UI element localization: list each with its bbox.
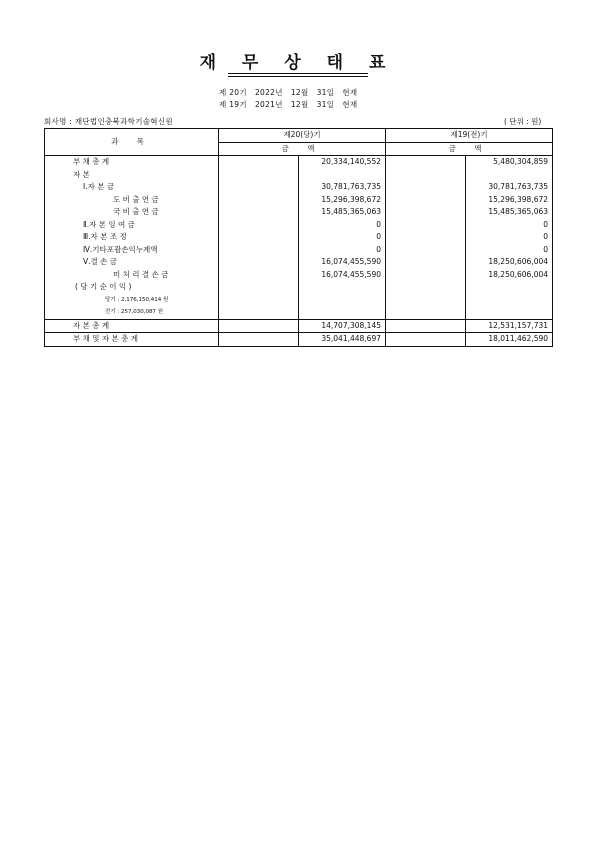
row-current-value bbox=[299, 281, 386, 294]
table-row bbox=[45, 219, 553, 232]
table-row bbox=[45, 294, 553, 307]
row-prior-value bbox=[466, 169, 553, 182]
unit-label: ( 단위 : 원) bbox=[504, 117, 542, 126]
row-label: Ⅳ.기타포괄손익누계액 bbox=[83, 244, 158, 254]
row-current-value bbox=[299, 306, 386, 319]
row-current-value: 15,296,398,672 bbox=[299, 194, 386, 207]
row-label: 미 처 리 결 손 금 bbox=[113, 269, 169, 279]
header-account: 과 목 bbox=[45, 129, 219, 156]
row-prior-value bbox=[466, 294, 553, 307]
row-prior-value: 0 bbox=[466, 244, 553, 257]
table-row bbox=[45, 256, 553, 269]
row-label: 자 본 bbox=[73, 169, 90, 179]
row-label: Ⅴ.결 손 금 bbox=[83, 257, 118, 266]
table-row bbox=[45, 194, 553, 207]
row-current-value: 0 bbox=[299, 244, 386, 257]
row-current-value bbox=[299, 294, 386, 307]
title-underline-bottom bbox=[228, 76, 368, 77]
period-current: 제 20기 2022년 12월 31일 현재 bbox=[219, 88, 358, 97]
row-label: 부 채 총 계 bbox=[73, 157, 110, 166]
row-label: Ⅰ.자 본 금 bbox=[83, 182, 115, 191]
company-name: 회사명 : 재단법인충북과학기술혁신원 bbox=[44, 117, 173, 126]
row-current-value: 16,074,455,590 bbox=[299, 269, 386, 282]
statement-title: 재 무 상 태 표 bbox=[199, 53, 396, 73]
row-label: ( 당 기 순 이 익 ) bbox=[75, 282, 132, 291]
header-prior-amount: 금 액 bbox=[386, 142, 553, 156]
row-prior-value: 12,531,157,731 bbox=[466, 319, 553, 333]
table-row bbox=[45, 306, 553, 319]
balance-sheet-table bbox=[44, 128, 553, 347]
row-prior-value: 18,250,606,004 bbox=[466, 269, 553, 282]
row-prior-value: 30,781,763,735 bbox=[466, 181, 553, 194]
row-label: Ⅲ.자 본 조 정 bbox=[83, 232, 127, 241]
table-row bbox=[45, 206, 553, 219]
row-prior-value bbox=[466, 281, 553, 294]
row-current-value: 15,485,365,063 bbox=[299, 206, 386, 219]
row-prior-value: 18,011,462,590 bbox=[466, 333, 553, 347]
table-row bbox=[45, 244, 553, 257]
title-underline-top bbox=[228, 73, 368, 74]
row-prior-value: 5,480,304,859 bbox=[466, 156, 553, 169]
row-prior-value bbox=[466, 306, 553, 319]
header-prior-period: 제19(전)기 bbox=[386, 129, 553, 143]
table-row bbox=[45, 269, 553, 282]
row-label: 전기 : 257,030,087 원 bbox=[105, 309, 164, 315]
row-label: 도 비 출 연 금 bbox=[113, 194, 159, 204]
table-row bbox=[45, 231, 553, 244]
header-current-period: 제20(당)기 bbox=[219, 129, 386, 143]
row-prior-value: 15,485,365,063 bbox=[466, 206, 553, 219]
row-label: 국 비 출 연 금 bbox=[113, 207, 159, 216]
row-label: 자 본 총 계 bbox=[73, 320, 110, 330]
row-current-value: 16,074,455,590 bbox=[299, 256, 386, 269]
table-row bbox=[45, 333, 553, 347]
table-row bbox=[45, 181, 553, 194]
row-label: Ⅱ.자 본 잉 여 금 bbox=[83, 219, 135, 229]
row-prior-value: 0 bbox=[466, 231, 553, 244]
table-row bbox=[45, 169, 553, 182]
table-row bbox=[45, 319, 553, 333]
row-current-value bbox=[299, 169, 386, 182]
row-label: 당기 : 2,176,150,414 원 bbox=[105, 296, 169, 303]
table-row bbox=[45, 281, 553, 294]
period-prior: 제 19기 2021년 12월 31일 현재 bbox=[219, 100, 358, 109]
table-row bbox=[45, 156, 553, 169]
row-current-value: 14,707,308,145 bbox=[299, 319, 386, 333]
row-prior-value: 0 bbox=[466, 219, 553, 232]
header-current-amount: 금 액 bbox=[219, 142, 386, 156]
row-current-value: 0 bbox=[299, 219, 386, 232]
row-prior-value: 18,250,606,004 bbox=[466, 256, 553, 269]
row-current-value: 20,334,140,552 bbox=[299, 156, 386, 169]
row-current-value: 30,781,763,735 bbox=[299, 181, 386, 194]
row-label: 부 채 및 자 본 총 계 bbox=[73, 334, 139, 343]
row-current-value: 0 bbox=[299, 231, 386, 244]
row-prior-value: 15,296,398,672 bbox=[466, 194, 553, 207]
row-current-value: 35,041,448,697 bbox=[299, 333, 386, 347]
